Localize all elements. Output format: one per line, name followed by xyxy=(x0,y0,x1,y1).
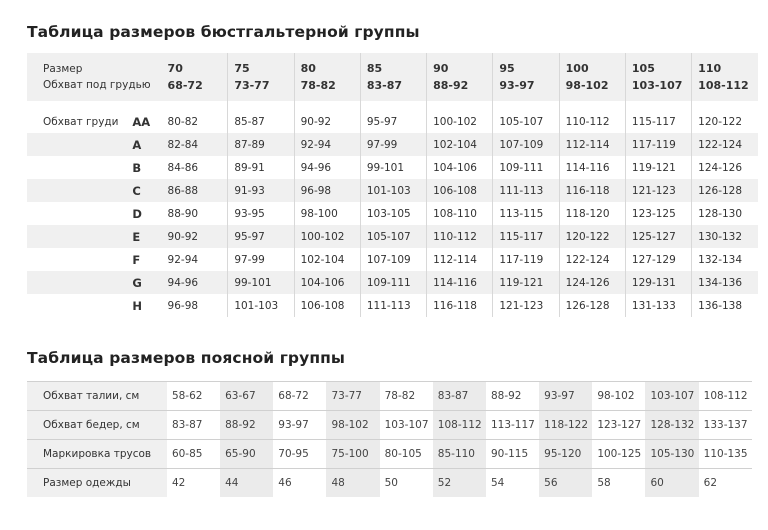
bust-value-cell: 124-126 xyxy=(692,156,758,179)
spacer-cell xyxy=(559,101,625,110)
bust-value-cell: 111-113 xyxy=(493,179,559,202)
bra-table-row xyxy=(27,294,758,317)
cup-size: B xyxy=(132,160,142,175)
bust-value-cell: 84-86 xyxy=(167,161,199,174)
bra-table-row xyxy=(27,248,758,271)
size-header-cell xyxy=(360,53,426,101)
underbust-value: 68-72 xyxy=(167,79,203,92)
bust-value-cell: 124-126 xyxy=(559,271,625,294)
bust-value-cell: 95-97 xyxy=(228,225,294,248)
bust-value-cell: 108-110 xyxy=(427,202,493,225)
bust-value-cell: 119-121 xyxy=(493,271,559,294)
waist-row-label: Размер одежды xyxy=(27,469,167,498)
size-header-cell xyxy=(692,53,758,101)
bust-value-cell: 80-82 xyxy=(167,115,199,128)
waist-value-cell: 78-82 xyxy=(380,382,433,411)
bust-value-cell: 99-101 xyxy=(360,156,426,179)
waist-value-cell: 98-102 xyxy=(326,411,379,440)
bust-value-cell: 127-129 xyxy=(625,248,691,271)
waist-value-cell: 93-97 xyxy=(273,411,326,440)
bust-value-cell: 122-124 xyxy=(692,133,758,156)
size-value: 105 xyxy=(631,62,655,75)
bust-value-cell: 122-124 xyxy=(559,248,625,271)
waist-value-cell: 100-125 xyxy=(592,440,645,469)
bust-value-cell: 98-100 xyxy=(294,202,360,225)
bust-value-cell: 96-98 xyxy=(294,179,360,202)
bust-value-cell: 118-120 xyxy=(559,202,625,225)
bra-table-body xyxy=(27,53,758,317)
waist-value-cell: 108-112 xyxy=(433,411,486,440)
waist-value-cell: 83-87 xyxy=(433,382,486,411)
size-header-cell xyxy=(625,53,691,101)
bra-table-row xyxy=(27,225,758,248)
bust-value-cell: 121-123 xyxy=(625,179,691,202)
bust-value-cell: 95-97 xyxy=(360,110,426,133)
waist-value-cell: 113-117 xyxy=(486,411,539,440)
bust-value-cell: 116-118 xyxy=(427,294,493,317)
bust-value-cell: 126-128 xyxy=(692,179,758,202)
spacer-cell xyxy=(27,101,162,110)
bust-value-cell: 88-90 xyxy=(167,207,199,220)
bust-value-cell: 106-108 xyxy=(427,179,493,202)
size-value: 90 xyxy=(433,62,449,75)
bust-label-cell xyxy=(27,294,126,317)
cup-size: A xyxy=(126,133,161,156)
bust-value-cell: 99-101 xyxy=(228,271,294,294)
size-header-cell xyxy=(162,53,228,101)
bust-value-cell: 97-99 xyxy=(228,248,294,271)
waist-table-row xyxy=(27,440,752,469)
bust-value-cell: 131-133 xyxy=(625,294,691,317)
bra-table-row xyxy=(27,156,758,179)
bust-value-cell: 136-138 xyxy=(692,294,758,317)
bra-table-row xyxy=(27,202,758,225)
bust-value-cell: 94-96 xyxy=(162,271,228,294)
cup-size: F xyxy=(132,252,141,267)
size-value: 80 xyxy=(300,62,316,75)
waist-value-cell: 85-110 xyxy=(433,440,486,469)
bust-value-cell: 117-119 xyxy=(625,133,691,156)
bra-table-row xyxy=(27,133,758,156)
cup-size: D xyxy=(132,206,142,221)
bust-value-cell: 96-98 xyxy=(167,299,199,312)
bust-value-cell: 97-99 xyxy=(360,133,426,156)
bust-value-cell: 125-127 xyxy=(625,225,691,248)
bust-value-cell: 100-102 xyxy=(294,225,360,248)
spacer-cell xyxy=(692,101,758,110)
spacer-cell xyxy=(427,101,493,110)
waist-value-cell: 123-127 xyxy=(592,411,645,440)
waist-row-label: Маркировка трусов xyxy=(27,440,167,469)
bust-value-cell: 102-104 xyxy=(427,133,493,156)
bust-value-cell: 91-93 xyxy=(228,179,294,202)
underbust-value: 103-107 xyxy=(631,79,683,92)
waist-value-cell: 46 xyxy=(278,477,292,489)
waist-value-cell: 128-132 xyxy=(645,411,698,440)
spacer-cell xyxy=(228,101,294,110)
bra-table-row xyxy=(27,271,758,294)
waist-value-cell: 105-130 xyxy=(645,440,698,469)
cup-size: C xyxy=(126,179,161,202)
bust-label-cell xyxy=(27,248,126,271)
waist-value-cell: 73-77 xyxy=(326,382,379,411)
bust-value-cell: 116-118 xyxy=(559,179,625,202)
waist-table-title: Таблица размеров поясной группы xyxy=(27,349,346,367)
waist-value-cell: 48 xyxy=(326,469,379,498)
bust-value-cell: 101-103 xyxy=(228,294,294,317)
bust-value-cell: 119-121 xyxy=(625,156,691,179)
bust-label-cell xyxy=(27,225,126,248)
bust-value-cell: 106-108 xyxy=(294,294,360,317)
waist-value-cell: 42 xyxy=(171,477,186,489)
bust-value-cell: 90-92 xyxy=(294,110,360,133)
size-value: 100 xyxy=(565,62,589,75)
waist-value-cell: 68-72 xyxy=(273,382,326,411)
bust-value-cell: 82-84 xyxy=(162,133,228,156)
bust-label-cell xyxy=(27,133,126,156)
underbust-value: 98-102 xyxy=(565,79,609,92)
bust-value-cell: 101-103 xyxy=(360,179,426,202)
bust-value-cell: 132-134 xyxy=(692,248,758,271)
spacer-cell xyxy=(294,101,360,110)
bust-value-cell: 114-116 xyxy=(559,156,625,179)
waist-value-cell: 108-112 xyxy=(699,382,752,411)
waist-row-label: Обхват бедер, см xyxy=(27,411,167,440)
bust-value-cell: 89-91 xyxy=(228,156,294,179)
waist-value-cell: 63-67 xyxy=(220,382,273,411)
bust-label-cell xyxy=(27,179,126,202)
size-value: 110 xyxy=(698,62,722,75)
underbust-header-label: Обхват под грудью xyxy=(43,79,151,91)
waist-table-row xyxy=(27,382,752,411)
bust-value-cell: 107-109 xyxy=(360,248,426,271)
waist-value-cell: 80-105 xyxy=(380,440,433,469)
spacer-cell xyxy=(625,101,691,110)
bust-value-cell: 121-123 xyxy=(493,294,559,317)
size-value: 95 xyxy=(499,62,515,75)
waist-value-cell: 83-87 xyxy=(167,411,220,440)
bust-value-cell: 115-117 xyxy=(625,110,691,133)
bust-value-cell: 123-125 xyxy=(625,202,691,225)
waist-value-cell: 56 xyxy=(539,469,592,498)
waist-value-cell: 88-92 xyxy=(220,411,273,440)
bust-value-cell: 87-89 xyxy=(228,133,294,156)
waist-value-cell: 110-135 xyxy=(699,440,752,469)
size-header-label: Размер xyxy=(43,63,83,75)
waist-value-cell: 90-115 xyxy=(486,440,539,469)
underbust-value: 83-87 xyxy=(366,79,403,92)
bra-table-row xyxy=(27,179,758,202)
bust-value-cell: 85-87 xyxy=(228,110,294,133)
waist-value-cell: 52 xyxy=(433,469,486,498)
bust-value-cell: 109-111 xyxy=(360,271,426,294)
bra-table-title: Таблица размеров бюстгальтерной группы xyxy=(27,23,420,41)
bust-value-cell: 120-122 xyxy=(692,110,758,133)
waist-value-cell: 65-90 xyxy=(220,440,273,469)
cup-size: G xyxy=(126,271,161,294)
waist-size-table xyxy=(27,381,752,497)
spacer-cell xyxy=(360,101,426,110)
bust-value-cell: 92-94 xyxy=(167,253,199,266)
bust-value-cell: 129-131 xyxy=(625,271,691,294)
waist-value-cell: 98-102 xyxy=(592,382,645,411)
bust-value-cell: 134-136 xyxy=(692,271,758,294)
waist-value-cell: 93-97 xyxy=(539,382,592,411)
bust-value-cell: 115-117 xyxy=(493,225,559,248)
bust-value-cell: 111-113 xyxy=(360,294,426,317)
bust-value-cell: 103-105 xyxy=(360,202,426,225)
waist-table-body xyxy=(27,382,752,498)
bust-value-cell: 110-112 xyxy=(427,225,493,248)
waist-value-cell: 95-120 xyxy=(539,440,592,469)
size-value: 85 xyxy=(366,62,383,75)
waist-value-cell: 75-100 xyxy=(326,440,379,469)
waist-value-cell: 133-137 xyxy=(699,411,752,440)
waist-value-cell: 103-107 xyxy=(380,411,433,440)
waist-value-cell: 60 xyxy=(645,469,698,498)
bust-value-cell: 102-104 xyxy=(294,248,360,271)
bra-size-table xyxy=(27,53,758,317)
waist-value-cell: 62 xyxy=(703,477,718,489)
bust-value-cell: 109-111 xyxy=(493,156,559,179)
spacer-cell xyxy=(493,101,559,110)
bust-value-cell: 94-96 xyxy=(294,156,360,179)
bust-value-cell: 110-112 xyxy=(559,110,625,133)
bust-value-cell: 113-115 xyxy=(493,202,559,225)
bust-value-cell: 104-106 xyxy=(294,271,360,294)
underbust-value: 108-112 xyxy=(698,79,749,92)
size-header-cell xyxy=(559,53,625,101)
bust-value-cell: 93-95 xyxy=(228,202,294,225)
waist-value-cell: 70-95 xyxy=(273,440,326,469)
spacer-cell xyxy=(162,101,228,110)
waist-value-cell: 58-62 xyxy=(167,382,220,411)
size-header-cell xyxy=(228,53,294,101)
bra-header-row xyxy=(27,53,758,101)
bra-spacer-row xyxy=(27,101,758,110)
bust-value-cell: 117-119 xyxy=(493,248,559,271)
underbust-value: 78-82 xyxy=(300,79,336,92)
underbust-value: 88-92 xyxy=(433,79,469,92)
bust-value-cell: 105-107 xyxy=(360,225,426,248)
bust-value-cell: 126-128 xyxy=(559,294,625,317)
underbust-value: 73-77 xyxy=(234,79,270,92)
waist-value-cell: 118-122 xyxy=(539,411,592,440)
bust-value-cell: 112-114 xyxy=(427,248,493,271)
waist-value-cell: 54 xyxy=(490,477,505,489)
bust-value-cell: 128-130 xyxy=(692,202,758,225)
size-header-cell xyxy=(427,53,493,101)
size-header-cell xyxy=(294,53,360,101)
waist-value-cell: 58 xyxy=(597,477,611,489)
bust-value-cell: 112-114 xyxy=(559,133,625,156)
bra-header-label-cell xyxy=(27,53,162,101)
underbust-value: 93-97 xyxy=(499,79,535,92)
cup-size: AA xyxy=(132,114,151,129)
bust-label: Обхват груди xyxy=(43,115,119,128)
waist-table-row xyxy=(27,469,752,498)
bust-value-cell: 104-106 xyxy=(427,156,493,179)
bust-value-cell: 100-102 xyxy=(427,110,493,133)
bust-value-cell: 107-109 xyxy=(493,133,559,156)
size-value: 70 xyxy=(167,62,183,75)
size-header-cell xyxy=(493,53,559,101)
waist-value-cell: 60-85 xyxy=(167,440,220,469)
bust-value-cell: 86-88 xyxy=(162,179,228,202)
waist-value-cell: 44 xyxy=(220,469,273,498)
waist-value-cell: 103-107 xyxy=(645,382,698,411)
waist-row-label: Обхват талии, см xyxy=(27,382,167,411)
bust-value-cell: 92-94 xyxy=(294,133,360,156)
size-value: 75 xyxy=(234,62,250,75)
bust-value-cell: 105-107 xyxy=(493,110,559,133)
bust-label-cell xyxy=(27,271,126,294)
bust-value-cell: 120-122 xyxy=(559,225,625,248)
cup-size: E xyxy=(126,225,161,248)
waist-value-cell: 50 xyxy=(384,477,398,489)
cup-size: H xyxy=(132,298,143,313)
bust-label-cell xyxy=(27,156,126,179)
waist-value-cell: 88-92 xyxy=(486,382,539,411)
bust-value-cell: 130-132 xyxy=(692,225,758,248)
bust-value-cell: 90-92 xyxy=(162,225,228,248)
bra-table-row xyxy=(27,110,758,133)
waist-table-row xyxy=(27,411,752,440)
bust-value-cell: 114-116 xyxy=(427,271,493,294)
bust-label-cell xyxy=(27,202,126,225)
